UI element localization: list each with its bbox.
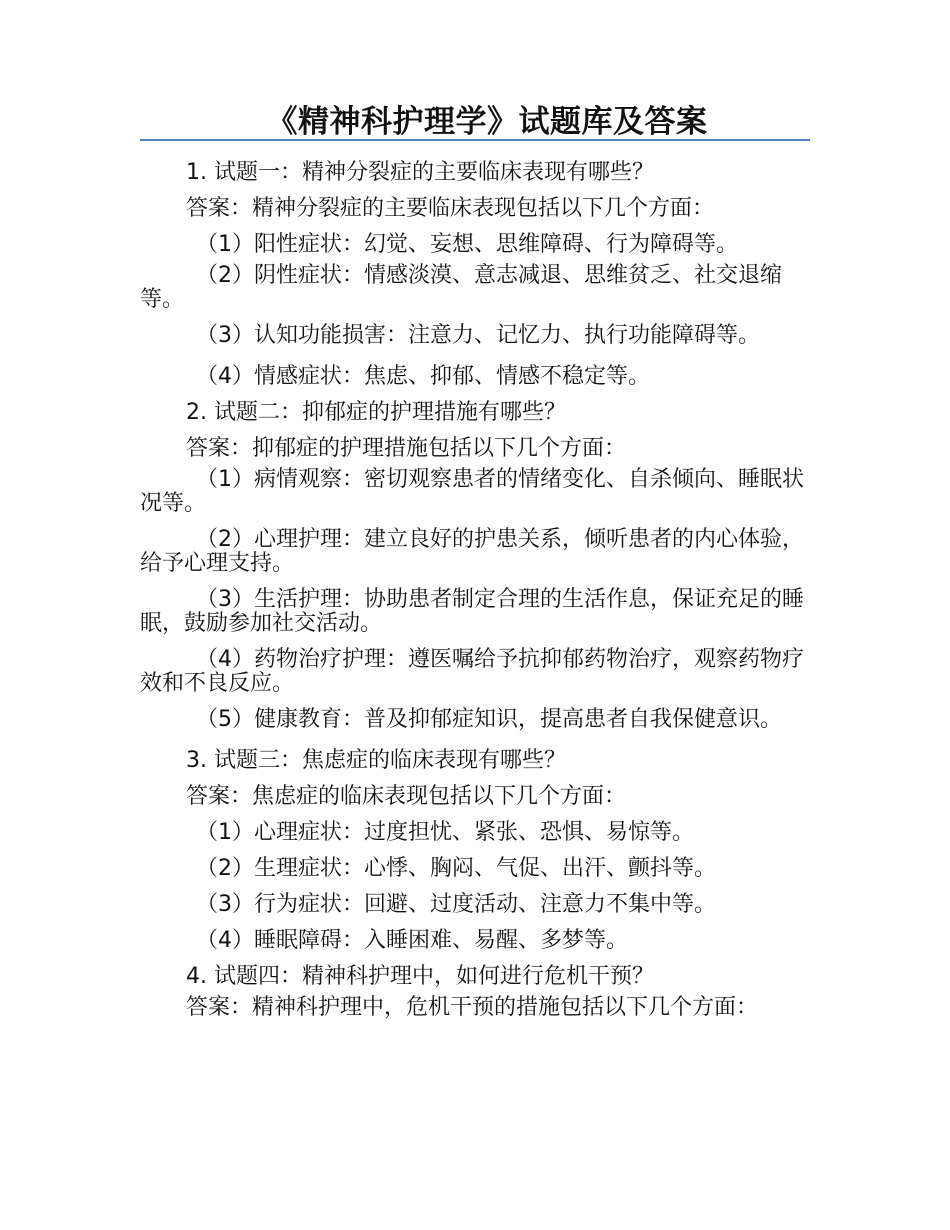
answer-2-item-2: （2）心理护理：建立良好的护患关系，倾听患者的内心体验，给予心理支持。 bbox=[140, 527, 804, 576]
answer-2-item-4: （4）药物治疗护理：遵医嘱给予抗抑郁药物治疗，观察药物疗效和不良反应。 bbox=[140, 647, 804, 696]
answer-2-item-1: （1）病情观察：密切观察患者的情绪变化、自杀倾向、睡眠状况等。 bbox=[140, 467, 804, 516]
answer-3-item-4: （4）睡眠障碍：入睡困难、易醒、多梦等。 bbox=[196, 928, 628, 953]
answer-4-intro: 答案：精神科护理中，危机干预的措施包括以下几个方面： bbox=[186, 995, 759, 1020]
answer-1-item-2: （2）阴性症状：情感淡漠、意志减退、思维贫乏、社交退缩等。 bbox=[140, 263, 782, 312]
question-1: 1. 试题一：精神分裂症的主要临床表现有哪些？ bbox=[186, 160, 654, 185]
answer-1-item-4: （4）情感症状：焦虑、抑郁、情感不稳定等。 bbox=[196, 364, 650, 389]
answer-3-item-3: （3）行为症状：回避、过度活动、注意力不集中等。 bbox=[196, 892, 716, 917]
answer-3-item-1: （1）心理症状：过度担忧、紧张、恐惧、易惊等。 bbox=[196, 820, 694, 845]
answer-3-intro: 答案：焦虑症的临床表现包括以下几个方面： bbox=[186, 784, 627, 809]
answer-1-item-3: （3）认知功能损害：注意力、记忆力、执行功能障碍等。 bbox=[196, 323, 760, 348]
answer-1-intro: 答案：精神分裂症的主要临床表现包括以下几个方面： bbox=[186, 196, 715, 221]
answer-3-item-2: （2）生理症状：心悸、胸闷、气促、出汗、颤抖等。 bbox=[196, 856, 716, 881]
answer-2-intro: 答案：抑郁症的护理措施包括以下几个方面： bbox=[186, 436, 627, 461]
question-4: 4. 试题四：精神科护理中，如何进行危机干预？ bbox=[186, 964, 654, 989]
document-title: 《精神科护理学》试题库及答案 bbox=[266, 104, 708, 140]
answer-1-item-1: （1）阳性症状：幻觉、妄想、思维障碍、行为障碍等。 bbox=[196, 232, 738, 257]
document-body bbox=[140, 155, 810, 1031]
answer-2-item-5: （5）健康教育：普及抑郁症知识，提高患者自我保健意识。 bbox=[196, 707, 782, 732]
answer-2-item-3: （3）生活护理：协助患者制定合理的生活作息，保证充足的睡眠，鼓励参加社交活动。 bbox=[140, 587, 804, 636]
question-3: 3. 试题三：焦虑症的临床表现有哪些？ bbox=[186, 748, 566, 773]
title-underline bbox=[140, 139, 810, 141]
question-2: 2. 试题二：抑郁症的护理措施有哪些？ bbox=[186, 400, 566, 425]
